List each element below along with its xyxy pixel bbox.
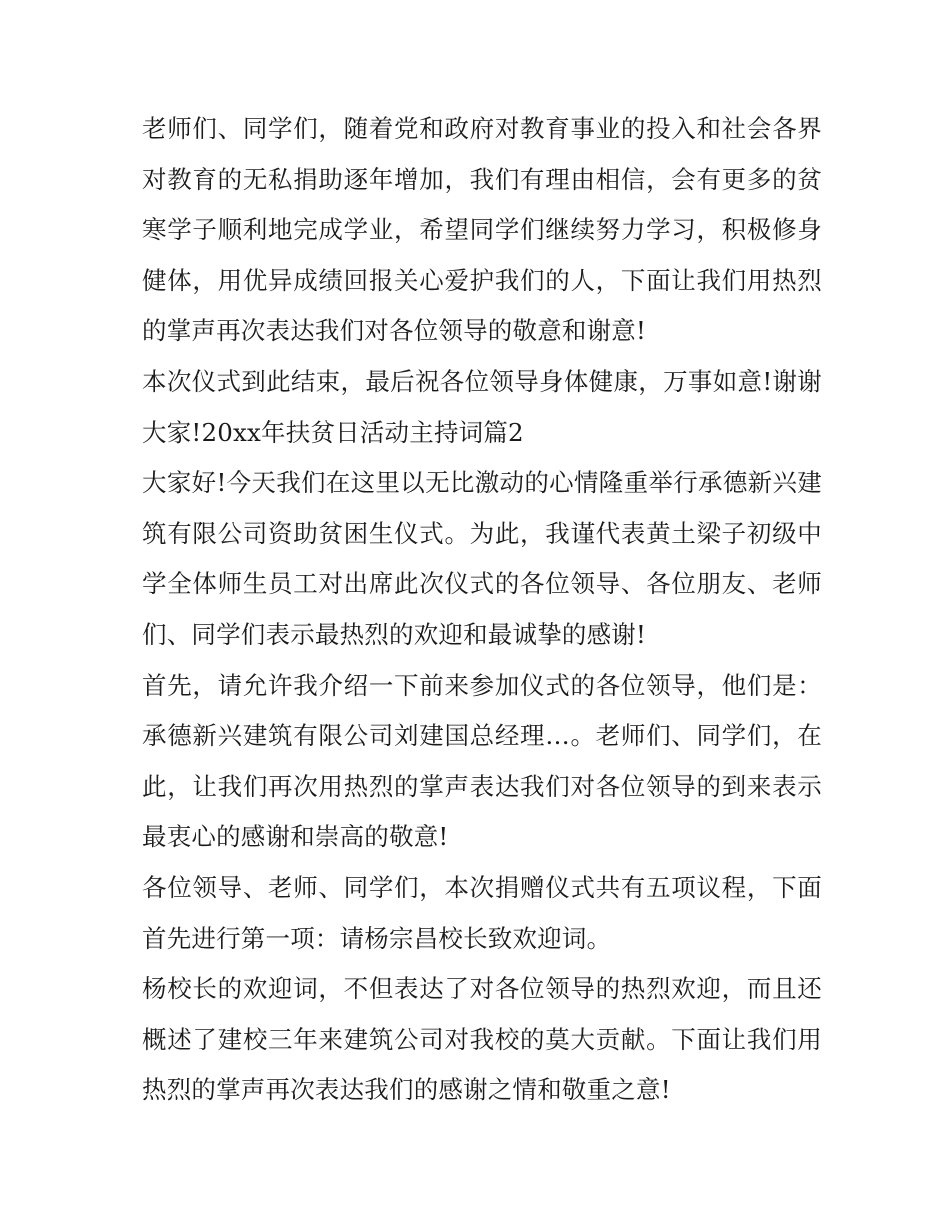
document-body: [142, 104, 822, 1116]
paragraph-4: 首先，请允许我介绍一下前来参加仪式的各位领导，他们是：承德新兴建筑有限公司刘建国总经理…。老师们、同学们，在此，让我们再次用热烈的掌声表达我们对各位领导的到来表示最衷心的感谢和崇高的敬意!: [142, 670, 822, 852]
paragraph-3: 大家好!今天我们在这里以无比激动的心情隆重举行承德新兴建筑有限公司资助贫困生仪式。为此，我谨代表黄土梁子初级中学全体师生员工对出席此次仪式的各位领导、各位朋友、老师们、同学们表示最热烈的欢迎和最诚挚的感谢!: [142, 468, 822, 649]
paragraph-6: 杨校长的欢迎词，不但表达了对各位领导的热烈欢迎，而且还概述了建校三年来建筑公司对我校的莫大贡献。下面让我们用热烈的掌声再次表达我们的感谢之情和敬重之意!: [142, 974, 822, 1105]
paragraph-5: 各位领导、老师、同学们，本次捐赠仪式共有五项议程，下面首先进行第一项：请杨宗昌校长致欢迎词。: [142, 872, 822, 953]
paragraph-2: 本次仪式到此结束，最后祝各位领导身体健康，万事如意!谢谢大家!20xx年扶贫日活动主持词篇2: [142, 366, 822, 447]
paragraph-1: 老师们、同学们，随着党和政府对教育事业的投入和社会各界对教育的无私捐助逐年增加，我们有理由相信，会有更多的贫寒学子顺利地完成学业，希望同学们继续努力学习，积极修身健体，用优异成绩回报关心爱护我们的人，下面让我们用热烈的掌声再次表达我们对各位领导的敬意和谢意!: [142, 114, 822, 346]
